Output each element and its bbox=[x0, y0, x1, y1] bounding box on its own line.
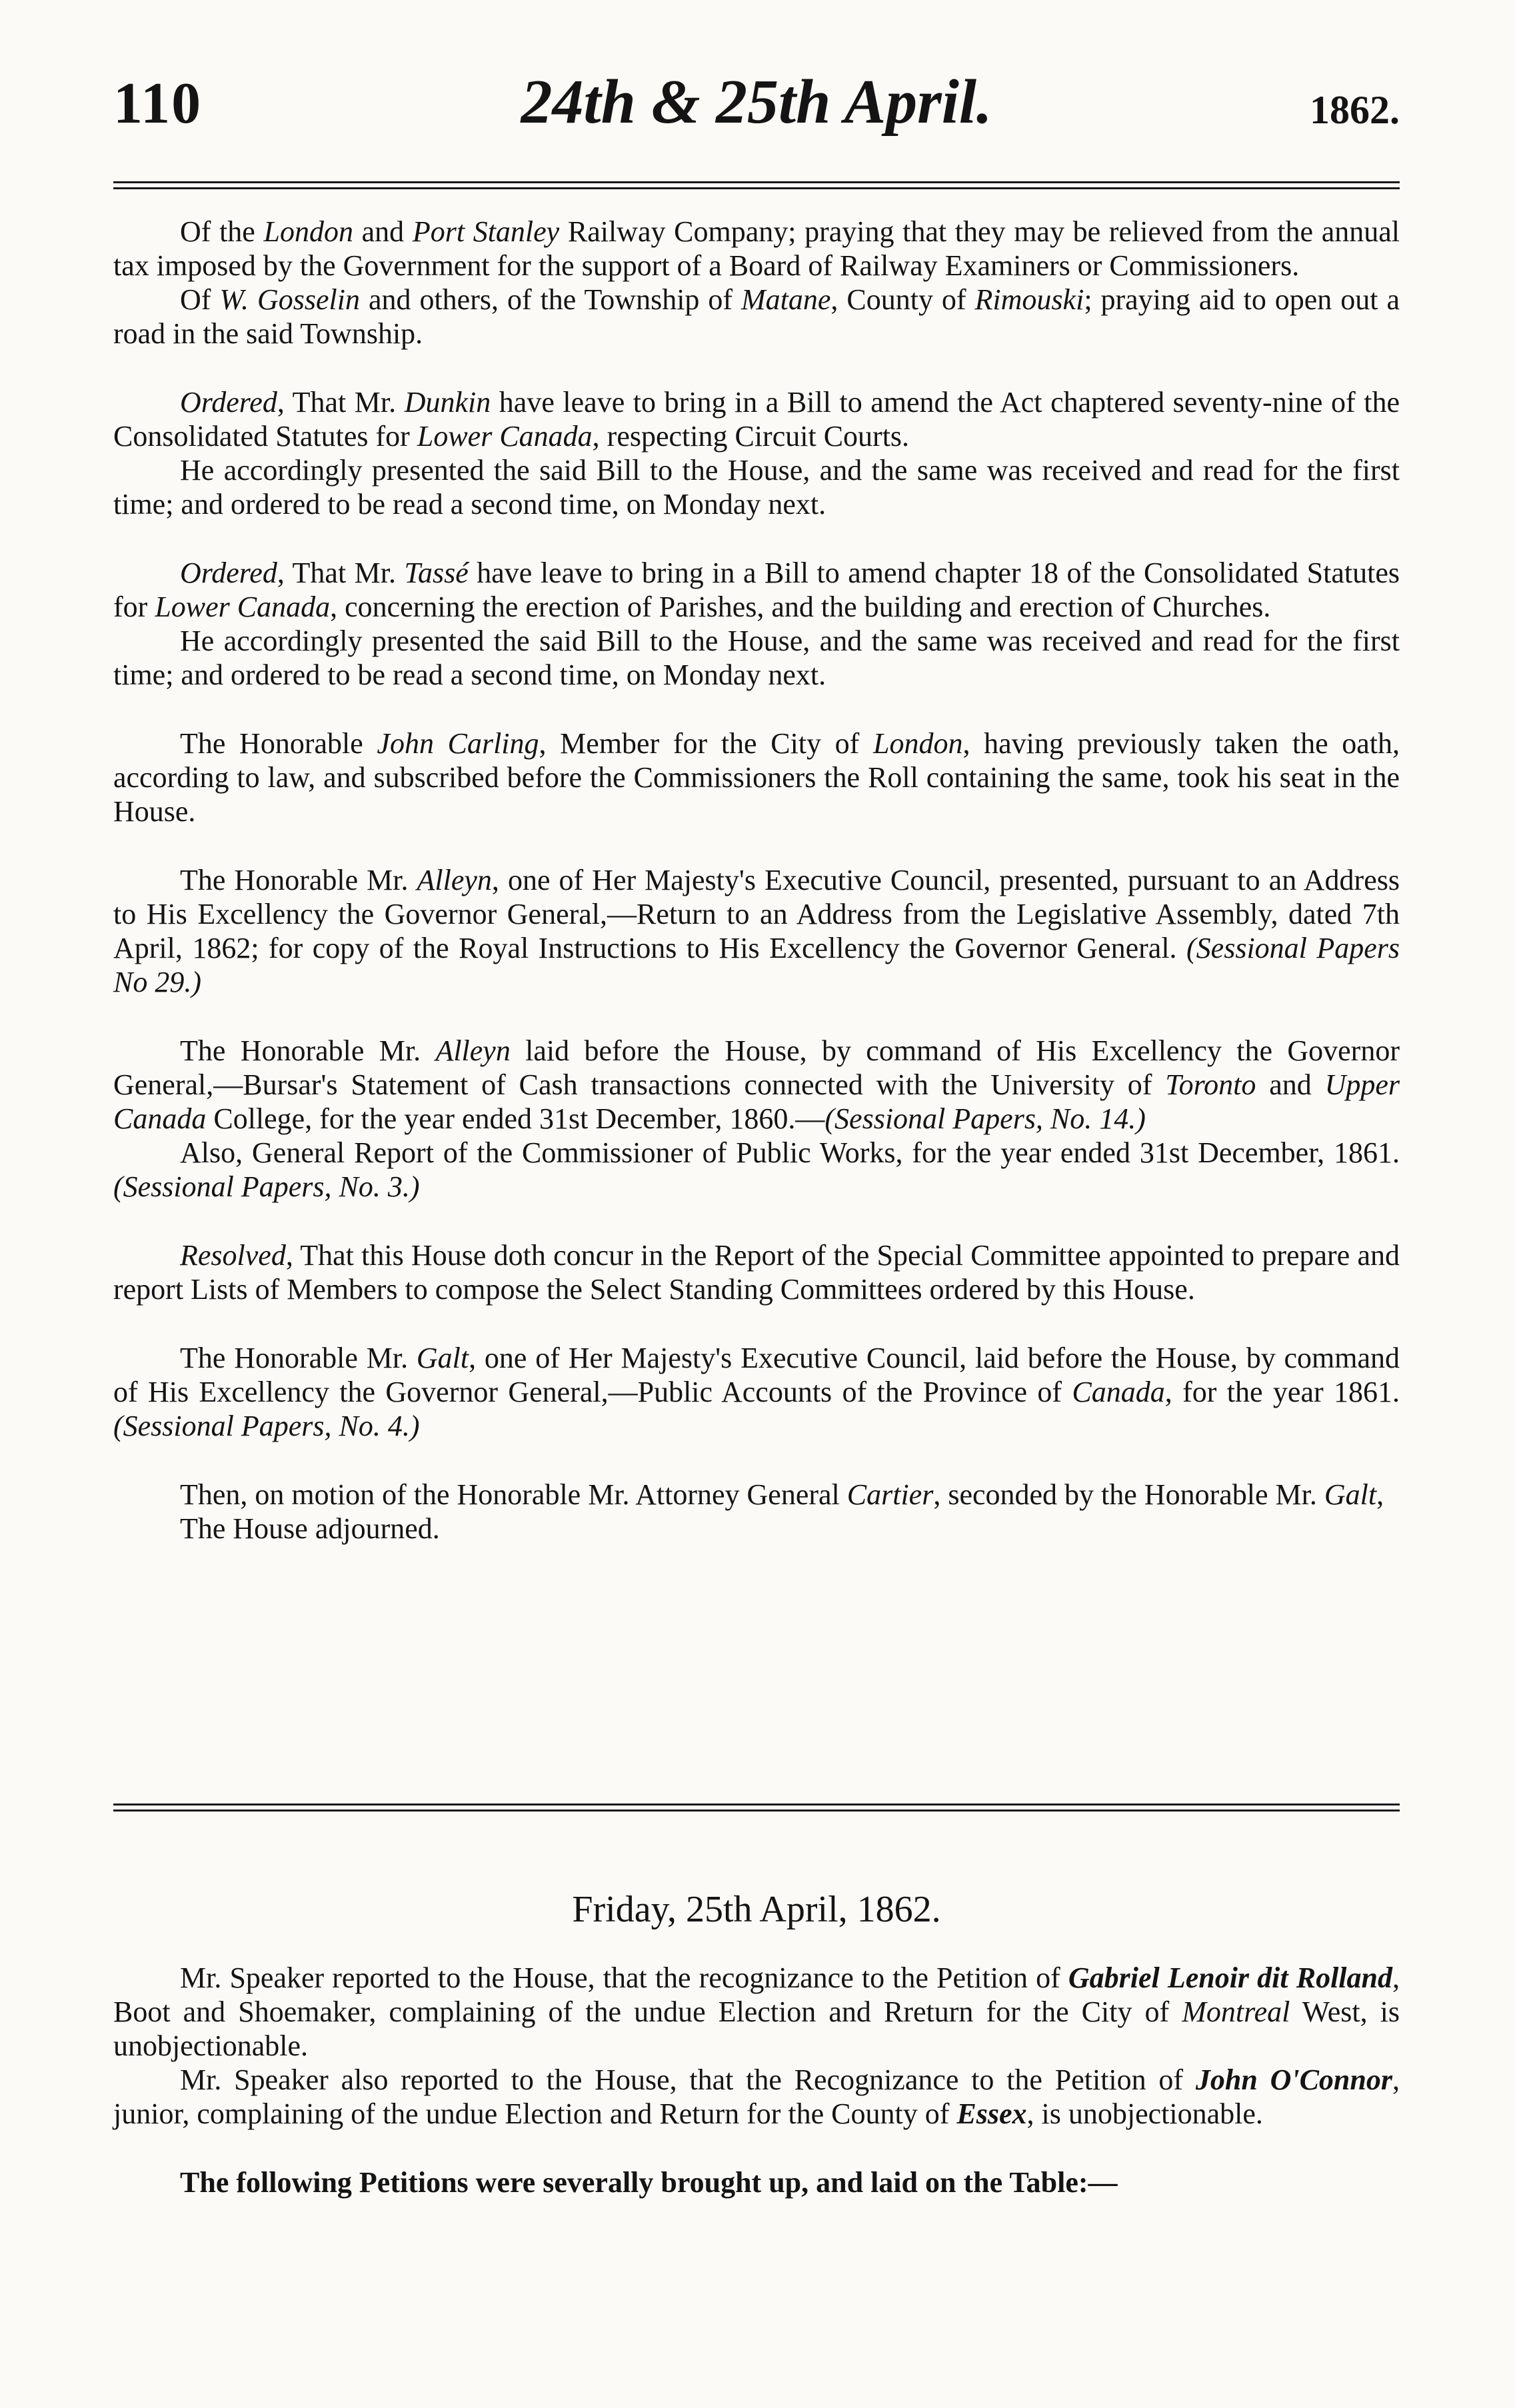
speaker-report-oconnor: Mr. Speaker also reported to the House, that the Recognizance to the Petition of John O'Connor, junior, complaining of the undue Election and Return for the County of Essex, is unobjectionable. bbox=[113, 2063, 1400, 2130]
order-tasse-bill: Ordered, That Mr. Tassé have leave to bring in a Bill to amend chapter 18 of the Consolidated Statutes for Lower Canada, concerning the erection of Parishes, and the building and erection of Churches. bbox=[113, 557, 1400, 623]
date-heading: Friday, 25th April, 1862. bbox=[572, 1889, 941, 1930]
page-header bbox=[113, 63, 1400, 143]
proceedings-24th-april bbox=[113, 215, 1400, 1546]
adjournment-motion: Then, on motion of the Honorable Mr. Attorney General Cartier, seconded by the Honorable Mr. Galt, bbox=[180, 1478, 1384, 1511]
order-dunkin-bill: Ordered, That Mr. Dunkin have leave to bring in a Bill to amend the Act chaptered seventy-nine of the Consolidated Statutes for Lower Canada, respecting Circuit Courts. bbox=[113, 386, 1400, 453]
section-double-rule bbox=[113, 1804, 1400, 1811]
alleyn-return-royal-instructions: The Honorable Mr. Alleyn, one of Her Majesty's Executive Council, presented, pursuant to an Address to His Excellency the Governor General,—Return to an Address from the Legislative Assembly, dated 7th April, 1862; for copy of the Royal Instructions to His Excellency the Governor General. (Sessional Papers No 29.) bbox=[113, 864, 1400, 998]
page-number: 110 bbox=[113, 71, 203, 136]
header-year: 1862. bbox=[1310, 88, 1400, 132]
petitions-intro: The following Petitions were severally brought up, and laid on the Table:— bbox=[180, 2166, 1118, 2199]
running-title: 24th & 25th April. bbox=[521, 67, 992, 137]
proceedings-25th-april bbox=[113, 1886, 1400, 2199]
resolved-standing-committees: Resolved, That this House doth concur in the Report of the Special Committee appointed to prepare and report Lists of Members to compose the Select Standing Committees ordered by this House. bbox=[113, 1239, 1400, 1306]
galt-public-accounts: The Honorable Mr. Galt, one of Her Majesty's Executive Council, laid before the House, by command of His Excellency the Governor General,—Public Accounts of the Province of Canada, for the year 1861. (Sessional Papers, No. 4.) bbox=[113, 1342, 1400, 1442]
carling-seated: The Honorable John Carling, Member for the City of London, having previously taken the oath, according to law, and subscribed before the Commissioners the Roll containing the same, took his seat in the House. bbox=[113, 727, 1400, 828]
petition-gosselin: Of W. Gosselin and others, of the Township of Matane, County of Rimouski; praying aid to open out a road in the said Township. bbox=[113, 283, 1400, 350]
header-double-rule bbox=[113, 181, 1400, 189]
speaker-report-rolland: Mr. Speaker reported to the House, that the recognizance to the Petition of Gabriel Lenoir dit Rolland, Boot and Shoemaker, complaining of the undue Election and Rreturn for the City of Montreal West, is unobjectionable. bbox=[113, 1961, 1400, 2062]
alleyn-bursar-statement: The Honorable Mr. Alleyn laid before the House, by command of His Excellency the Governor General,—Bursar's Statement of Cash transactions connected with the University of Toronto and Upper Canada College, for the year ended 31st December, 1860.—(Sessional Papers, No. 14.) bbox=[113, 1034, 1400, 1135]
dunkin-bill-presented: He accordingly presented the said Bill to the House, and the same was received and read for the first time; and ordered to be read a second time, on Monday next. bbox=[113, 454, 1400, 521]
house-adjourned: The House adjourned. bbox=[180, 1512, 440, 1545]
public-works-report: Also, General Report of the Commissioner of Public Works, for the year ended 31st December, 1861. (Sessional Papers, No. 3.) bbox=[113, 1136, 1400, 1203]
petition-london-port-stanley: Of the London and Port Stanley Railway Company; praying that they may be relieved from the annual tax imposed by the Government for the support of a Board of Railway Examiners or Commissioners. bbox=[113, 215, 1400, 282]
tasse-bill-presented: He accordingly presented the said Bill to the House, and the same was received and read for the first time; and ordered to be read a second time, on Monday next. bbox=[113, 624, 1400, 691]
